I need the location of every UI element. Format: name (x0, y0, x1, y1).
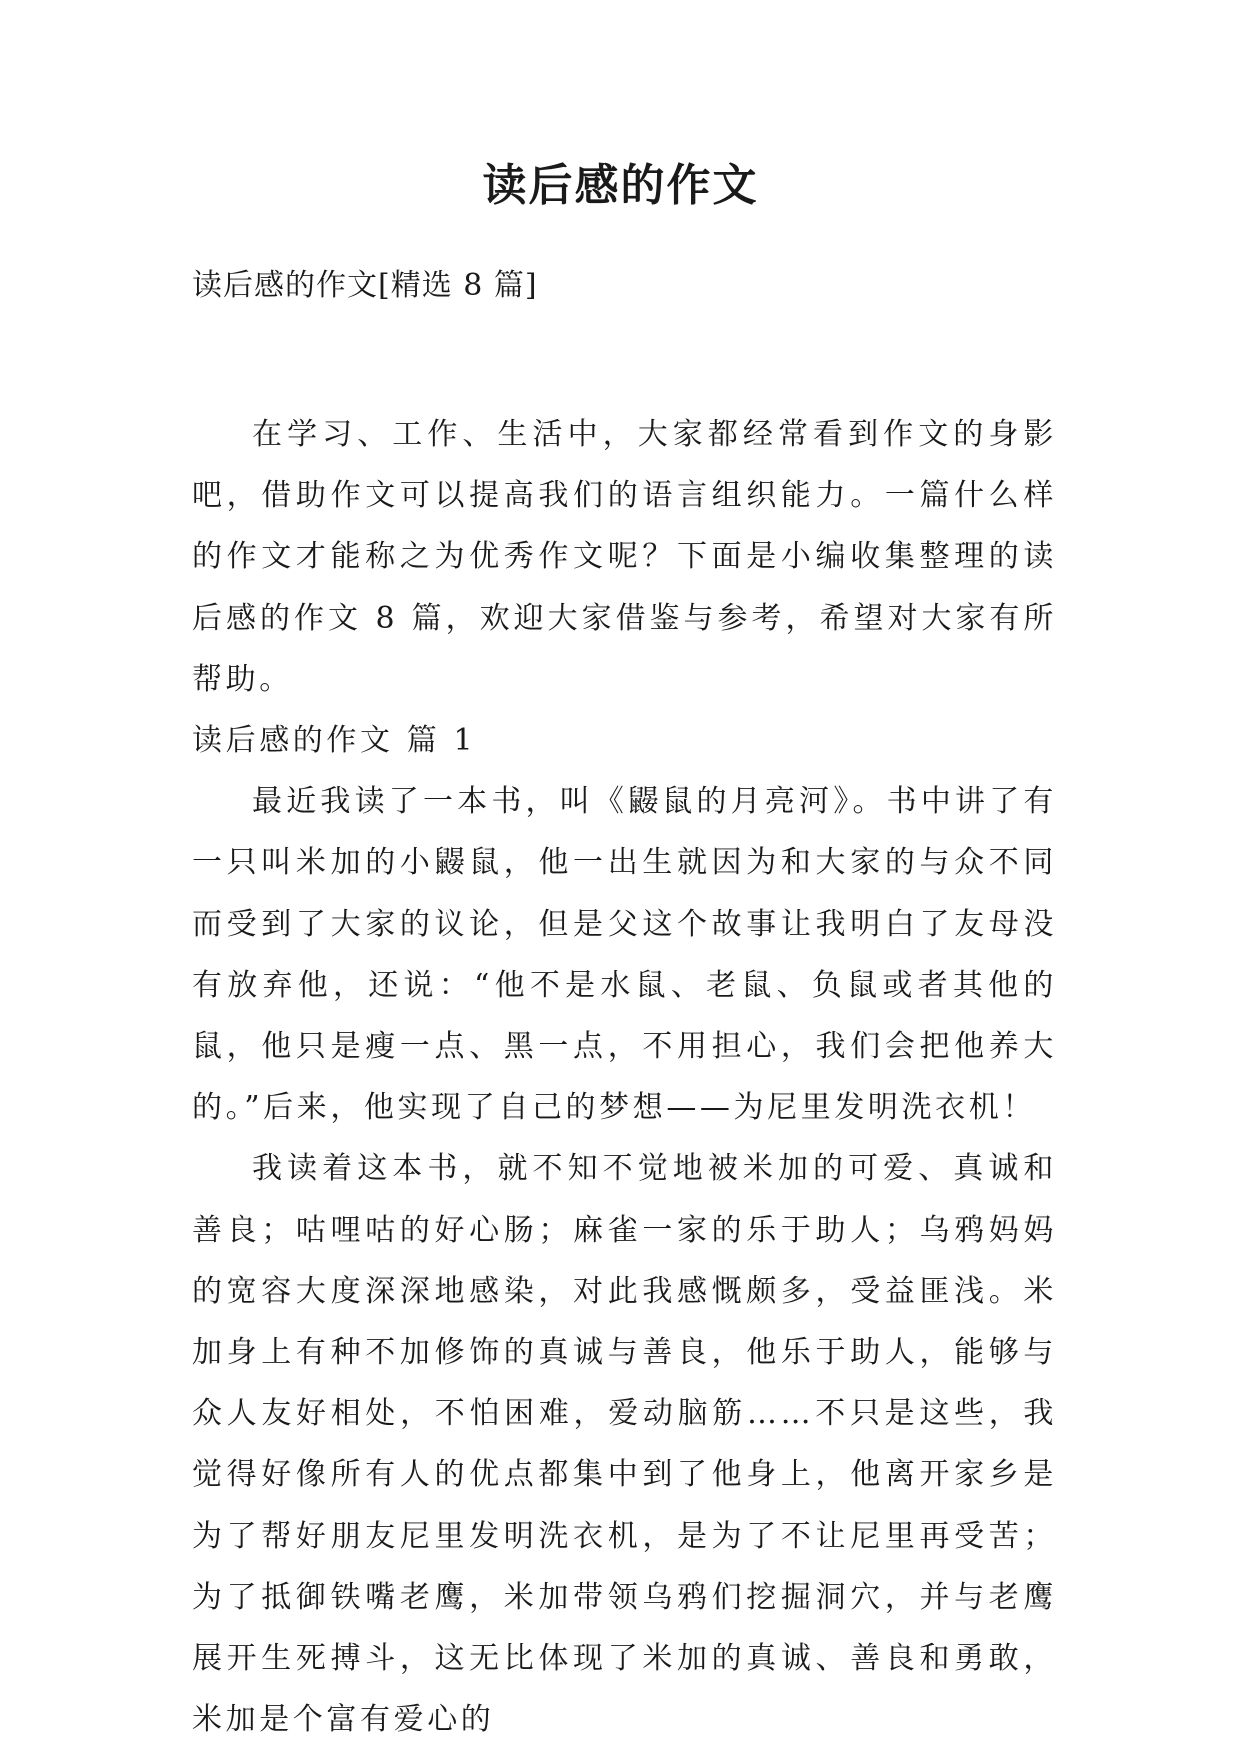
document-body (192, 404, 1057, 1750)
intro-paragraph: 在学习、工作、生活中，大家都经常看到作文的身影吧，借助作文可以提高我们的语言组织能力。一篇什么样的作文才能称之为优秀作文呢？下面是小编收集整理的读后感的作文 8 篇，欢迎大家借鉴与参考，希望对大家有所帮助。 (192, 417, 1057, 697)
section-heading: 读后感的作文 篇 1 (192, 723, 477, 759)
body-paragraph: 最近我读了一本书，叫《鼹鼠的月亮河》。书中讲了有一只叫米加的小鼹鼠，他一出生就因为和大家的与众不同而受到了大家的议论，但是父这个故事让我明白了友母没有放弃他，还说：“他不是水鼠、老鼠、负鼠或者其他的鼠，他只是瘦一点、黑一点，不用担心，我们会把他养大的。”后来，他实现了自己的梦想——为尼里发明洗衣机！ (192, 784, 1057, 1126)
document-subtitle: 读后感的作文[精选 8 篇] (192, 268, 538, 303)
document-title: 读后感的作文 (482, 160, 759, 211)
body-paragraph: 我读着这本书，就不知不觉地被米加的可爱、真诚和善良；咕哩咕的好心肠；麻雀一家的乐于助人；乌鸦妈妈的宽容大度深深地感染，对此我感慨颇多，受益匪浅。米加身上有种不加修饰的真诚与善良，他乐于助人，能够与众人友好相处，不怕困难，爱动脑筋……不只是这些，我觉得好像所有人的优点都集中到了他身上，他离开家乡是为了帮好朋友尼里发明洗衣机，是为了不让尼里再受苦；为了抵御铁嘴老鹰，米加带领乌鸦们挖掘洞穴，并与老鹰展开生死搏斗，这无比体现了米加的真诚、善良和勇敢，米加是个富有爱心的 (192, 1151, 1057, 1738)
